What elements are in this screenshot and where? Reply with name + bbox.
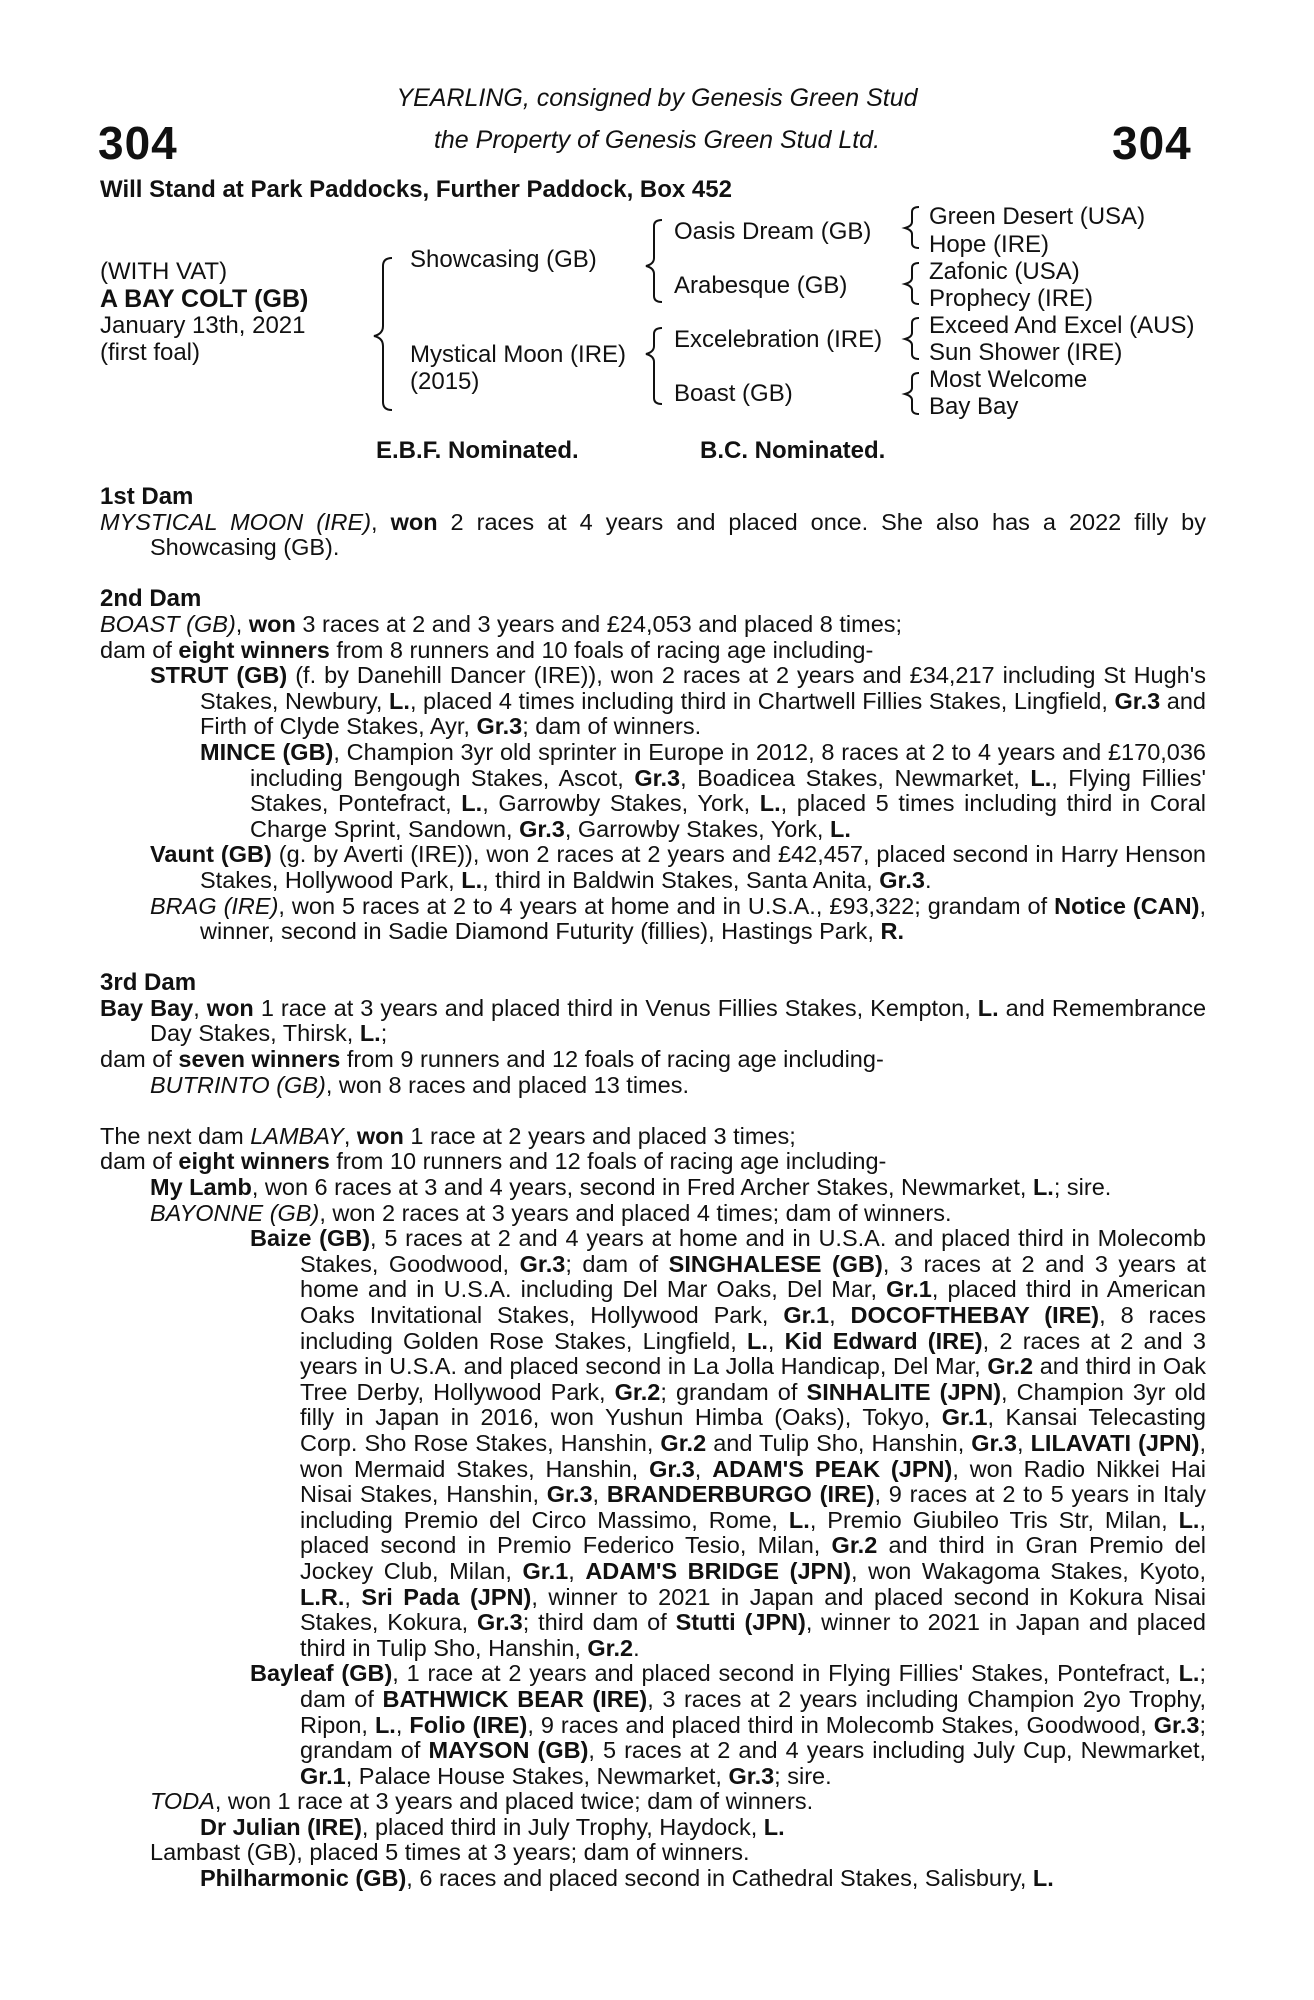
ggp-prophecy: Prophecy (IRE) (929, 285, 1094, 312)
sire-sire-name: Oasis Dream (GB) (674, 218, 872, 245)
bold-run: L. (359, 1020, 381, 1047)
section-heading-3rd-dam: 3rd Dam (100, 969, 197, 997)
text-run: 2 races at 4 years and placed once. She also has a 2022 filly by Showcasing (GB). (150, 508, 1206, 561)
bold-run: Baize (GB) (250, 1225, 371, 1252)
text-run: , 8 races including Golden Rose Stakes, Lingfield, (300, 1302, 1207, 1354)
ebf-nominated: E.B.F. Nominated. (376, 437, 579, 464)
bold-run: L. (1032, 1174, 1054, 1201)
produce-entry (100, 1840, 1206, 1866)
brace-g34 (905, 263, 919, 304)
bold-run: L. (374, 1711, 396, 1738)
bold-run: Gr.1 (941, 1404, 988, 1431)
text-run: , (592, 1481, 607, 1508)
text-run: . (633, 1634, 640, 1661)
text-run: and third in Gran Premio del Jockey Club, Milan, (300, 1532, 1206, 1584)
bold-run: Gr.3 (546, 1481, 593, 1508)
bold-run: BATHWICK BEAR (IRE) (382, 1685, 648, 1712)
text-run: ; sire. (1053, 1174, 1112, 1201)
text-run: , placed third in American Oaks Invitational Stakes, Hollywood Park, (300, 1276, 1206, 1328)
bold-run: Gr.3 (1114, 687, 1161, 714)
bold-run: SINHALITE (JPN) (806, 1378, 1002, 1405)
dam-name: Mystical Moon (IRE) (410, 341, 627, 368)
dam-dam-name: Boast (GB) (674, 380, 793, 407)
text-run: , 6 races and placed second in Cathedral Stakes, Salisbury, (406, 1865, 1033, 1892)
italic-run: BRAG (IRE) (150, 892, 279, 919)
text-run: ; (380, 1020, 388, 1047)
text-run: , Champion 3yr old sprinter in Europe in 2012, 8 races at 2 to 4 years and £170,036 including Bengough Stakes, Ascot, (250, 738, 1207, 791)
bold-run: L. (1178, 1506, 1200, 1533)
text-run: and Tulip Sho, Hanshin, (706, 1429, 972, 1456)
bold-run: eight winners (178, 636, 330, 663)
text-run: , won Mermaid Stakes, Hanshin, (300, 1429, 1206, 1482)
ggp-sun-shower: Sun Shower (IRE) (929, 339, 1123, 366)
produce-entry (100, 842, 1206, 893)
text-run: , 9 races at 2 to 5 years in Italy including Premio del Circo Massimo, Rome, (300, 1481, 1206, 1533)
text-run: , winner to 2021 in Japan and placed second in Kokura Nisai Stakes, Kokura, (300, 1583, 1206, 1636)
text-run: , Kansai Telecasting Corp. Sho Rose Stakes, Hanshin, (300, 1404, 1207, 1456)
bold-run: Philharmonic (GB) (200, 1865, 407, 1892)
ggp-exceed-and-excel: Exceed And Excel (AUS) (929, 312, 1195, 339)
bold-run: L. (759, 790, 781, 817)
bold-run: Gr.2 (987, 1353, 1034, 1380)
text-run: The next dam (100, 1122, 251, 1149)
bold-run: Dr Julian (IRE) (200, 1813, 362, 1840)
produce-entry (100, 1789, 1206, 1815)
text-run: . (924, 866, 932, 893)
text-run: and Remembrance Day Stakes, Thirsk, (150, 994, 1207, 1047)
bold-run: L. (461, 866, 483, 893)
bold-run: Sri Pada (JPN) (361, 1583, 532, 1610)
bold-run: Folio (IRE) (409, 1711, 528, 1738)
foaling-date: January 13th, 2021 (100, 312, 306, 339)
text-run: , Palace House Stakes, Newmarket, (345, 1762, 729, 1789)
horse-name: A BAY COLT (GB) (100, 285, 309, 313)
ggp-bay-bay: Bay Bay (929, 393, 1019, 420)
bold-run: eight winners (178, 1148, 330, 1175)
text-run: from 8 runners and 10 foals of racing age including- (329, 636, 874, 663)
bold-run: ADAM'S BRIDGE (JPN) (585, 1557, 852, 1584)
bold-run: Stutti (JPN) (675, 1609, 806, 1636)
dam-sire-name: Excelebration (IRE) (674, 326, 883, 353)
ggp-most-welcome: Most Welcome (929, 366, 1088, 393)
text-run: , Boadicea Stakes, Newmarket, (680, 764, 1031, 791)
bold-run: L. (830, 815, 851, 842)
brace-g78 (905, 373, 919, 414)
bold-run: L. (977, 994, 999, 1021)
text-run: ; grandam of (660, 1378, 807, 1405)
bold-run: L. (1178, 1660, 1200, 1687)
bold-run: seven winners (178, 1046, 341, 1073)
bold-run: Gr.2 (660, 1429, 707, 1456)
bold-run: Gr.3 (476, 713, 523, 740)
dam-paragraph (100, 1047, 1206, 1073)
bold-run: MAYSON (GB) (428, 1737, 589, 1764)
bold-run: MINCE (GB) (200, 738, 334, 765)
bold-run: DOCOFTHEBAY (IRE) (850, 1302, 1100, 1328)
bold-run: L. (389, 687, 410, 714)
dam-paragraph (100, 612, 1206, 638)
dam-paragraph (100, 510, 1206, 561)
text-run: , (568, 1557, 586, 1584)
text-run: from 10 runners and 12 foals of racing age including- (329, 1148, 887, 1175)
produce-entry (100, 1815, 1206, 1841)
text-run: , Flying Fillies' Stakes, Pontefract, (250, 764, 1207, 817)
bold-run: won (206, 994, 254, 1021)
vat-note: (WITH VAT) (100, 258, 228, 285)
text-run: , (235, 610, 249, 637)
dam-paragraph (100, 1124, 1206, 1150)
text-run: (f. by Danehill Dancer (IRE)), won 2 races at 2 years and £34,217 including St Hugh's Stakes, Newbury, (200, 662, 1206, 714)
produce-entry (100, 663, 1206, 740)
brace-sire (646, 220, 662, 302)
consignor-line: YEARLING, consigned by Genesis Green Stud (396, 84, 918, 112)
bold-run: STRUT (GB) (150, 662, 288, 689)
produce-entry (100, 1201, 1206, 1227)
text-run: , (344, 1583, 362, 1610)
bold-run: L. (788, 1506, 810, 1533)
text-run: , placed second in Premio Federico Tesio, Milan, (300, 1506, 1206, 1559)
text-run: , Garrowby Stakes, York, (482, 790, 760, 817)
text-run: , (767, 1327, 785, 1354)
text-run: dam of (100, 1046, 179, 1073)
bold-run: Gr.3 (519, 1250, 566, 1277)
bold-run: won (390, 508, 438, 535)
bold-run: L. (746, 1327, 768, 1354)
bold-run: Gr.2 (614, 1378, 661, 1405)
text-run: , won Radio Nikkei Hai Nisai Stakes, Hanshin, (300, 1455, 1207, 1508)
text-run: , (1017, 1429, 1031, 1456)
bold-run: R. (880, 918, 904, 945)
ggp-zafonic: Zafonic (USA) (929, 258, 1080, 285)
text-run: , Premio Giubileo Tris Str, Milan, (809, 1506, 1179, 1533)
text-run: , won 5 races at 2 to 4 years at home and in U.S.A., £93,322; grandam of (278, 892, 1055, 919)
brace-main (374, 258, 392, 410)
bold-run: LILAVATI (JPN) (1030, 1429, 1200, 1456)
bold-run: Gr.1 (300, 1762, 346, 1789)
text-run: ; dam of (300, 1660, 1206, 1712)
brace-g56 (905, 318, 919, 359)
bold-run: Gr.1 (783, 1302, 830, 1328)
bold-run: BRANDERBURGO (IRE) (606, 1481, 875, 1508)
text-run: , 3 races at 2 years including Champion 2yo Trophy, Ripon, (300, 1685, 1206, 1738)
text-run: , won 1 race at 3 years and placed twice; dam of winners. (214, 1788, 814, 1815)
italic-run: BAYONNE (GB) (150, 1199, 320, 1226)
text-run: , 9 races and placed third in Molecomb Stakes, Goodwood, (527, 1711, 1154, 1738)
bold-run: SINGHALESE (GB) (668, 1250, 883, 1277)
bold-run: won (248, 610, 296, 637)
bold-run: L. (461, 790, 483, 817)
bold-run: Gr.3 (477, 1609, 523, 1636)
text-run: , 2 races at 2 and 3 years in U.S.A. and placed second in La Jolla Handicap, Del Mar, (300, 1327, 1206, 1380)
text-run: ; grandam of (300, 1711, 1207, 1764)
text-run: from 9 runners and 12 foals of racing age including- (340, 1046, 884, 1073)
bold-run: Gr.3 (519, 815, 565, 842)
text-run: , winner to 2021 in Japan and placed third in Tulip Sho, Hanshin, (300, 1609, 1206, 1661)
text-run: , (694, 1455, 713, 1482)
text-run: ; sire. (774, 1762, 832, 1789)
text-run: 1 race at 3 years and placed third in Venus Fillies Stakes, Kempton, (253, 994, 978, 1021)
bold-run: Gr.3 (879, 866, 925, 893)
dam-year: (2015) (410, 368, 480, 395)
produce-entry (100, 1175, 1206, 1201)
bold-run: Kid Edward (IRE) (784, 1327, 983, 1354)
text-run: , placed 5 times including third in Coral Charge Sprint, Sandown, (250, 790, 1206, 842)
dam-paragraph (100, 996, 1206, 1047)
brace-g12 (905, 207, 919, 248)
text-run: , (343, 1122, 357, 1149)
bold-run: My Lamb (150, 1174, 252, 1201)
text-run: , (829, 1302, 851, 1328)
bold-run: Bay Bay (100, 994, 194, 1021)
sire-name: Showcasing (GB) (410, 246, 597, 273)
brace-dam (646, 328, 662, 404)
text-run: 3 races at 2 and 3 years and £24,053 and placed 8 times; (295, 610, 903, 637)
produce-entry (100, 1661, 1206, 1789)
produce-entry (100, 1073, 1206, 1099)
bc-nominated: B.C. Nominated. (700, 437, 886, 464)
bold-run: Vaunt (GB) (150, 841, 272, 868)
bold-run: Notice (CAN) (1054, 892, 1200, 919)
property-line: the Property of Genesis Green Stud Ltd. (433, 126, 881, 154)
text-run: , 3 races at 2 and 3 years at home and in U.S.A. including Del Mar Oaks, Del Mar, (300, 1250, 1206, 1303)
text-run: , won 6 races at 3 and 4 years, second in Fred Archer Stakes, Newmarket, (251, 1174, 1033, 1201)
bold-run: Gr.1 (522, 1557, 569, 1584)
text-run: , (371, 508, 391, 535)
bold-run: Gr.3 (1153, 1711, 1200, 1738)
text-run: and Firth of Clyde Stakes, Ayr, (200, 687, 1206, 740)
bold-run: L.R. (300, 1583, 345, 1610)
bold-run: Bayleaf (GB) (250, 1660, 393, 1687)
text-run: dam of (100, 636, 179, 663)
dam-paragraph (100, 1149, 1206, 1175)
text-run: , won Wakagoma Stakes, Kyoto, (851, 1557, 1207, 1584)
dam-line-text (100, 484, 1206, 1892)
text-run: 1 race at 2 years and placed 3 times; (403, 1122, 796, 1149)
ggp-green-desert: Green Desert (USA) (929, 203, 1146, 230)
text-run: , (193, 994, 207, 1021)
stand-location: Will Stand at Park Paddocks, Further Paddock, Box 452 (100, 176, 732, 203)
text-run: , winner, second in Sadie Diamond Futurity (fillies), Hastings Park, (200, 892, 1206, 945)
bold-run: Gr.3 (649, 1455, 695, 1482)
produce-entry (100, 1866, 1206, 1892)
text-run: , placed third in July Trophy, Haydock, (361, 1813, 764, 1840)
text-run: , 5 races at 2 and 4 years at home and in U.S.A. and placed third in Molecomb Stakes, Goodwood, (300, 1225, 1206, 1277)
lot-number-left: 304 (98, 117, 178, 169)
italic-run: TODA (150, 1788, 215, 1815)
text-run: , Garrowby Stakes, York, (564, 815, 830, 842)
section-heading-1st-dam: 1st Dam (100, 483, 194, 510)
bold-run: L. (1030, 764, 1052, 791)
text-run: and third in Oak Tree Derby, Hollywood Park, (300, 1353, 1206, 1405)
italic-run: BUTRINTO (GB) (150, 1071, 326, 1098)
bold-run: L. (1032, 1865, 1054, 1892)
section-heading-2nd-dam: 2nd Dam (100, 585, 202, 613)
text-run: ; dam of (565, 1250, 669, 1277)
bold-run: Gr.1 (886, 1276, 932, 1303)
sire-dam-name: Arabesque (GB) (674, 272, 848, 299)
text-run: (g. by Averti (IRE)), won 2 races at 2 years and £42,457, placed second in Harry Henson Stakes, Hollywood Park, (200, 841, 1206, 893)
text-run: dam of (100, 1148, 179, 1175)
text-run: , won 2 races at 3 years and placed 4 times; dam of winners. (319, 1199, 952, 1226)
ggp-hope: Hope (IRE) (929, 231, 1050, 258)
text-run: , (395, 1711, 410, 1738)
produce-entry (100, 894, 1206, 945)
text-run: , 1 race at 2 years and placed second in Flying Fillies' Stakes, Pontefract, (392, 1660, 1179, 1687)
produce-entry (100, 740, 1206, 842)
bold-run: Gr.3 (971, 1429, 1017, 1456)
italic-run: LAMBAY (250, 1122, 344, 1149)
bold-run: L. (763, 1813, 785, 1840)
italic-run: MYSTICAL MOON (IRE) (100, 508, 372, 535)
bold-run: Gr.3 (728, 1762, 775, 1789)
bold-run: Gr.2 (831, 1532, 878, 1559)
text-run: , Champion 3yr old filly in Japan in 2016, won Yushun Himba (Oaks), Tokyo, (300, 1378, 1206, 1431)
produce-entry (100, 1226, 1206, 1661)
text-run: , won 8 races and placed 13 times. (325, 1071, 689, 1098)
text-run: ; third dam of (522, 1609, 676, 1636)
text-run: Lambast (GB), placed 5 times at 3 years; dam of winners. (150, 1839, 750, 1866)
text-run: , placed 4 times including third in Chartwell Fillies Stakes, Lingfield, (409, 687, 1115, 714)
bold-run: won (356, 1122, 404, 1149)
bold-run: Gr.2 (587, 1634, 634, 1661)
bold-run: ADAM'S PEAK (JPN) (712, 1455, 953, 1482)
foal-note: (first foal) (100, 339, 201, 366)
lot-number-right: 304 (1112, 117, 1192, 169)
text-run: ; dam of winners. (522, 713, 702, 740)
italic-run: BOAST (GB) (100, 610, 236, 637)
dam-paragraph (100, 638, 1206, 664)
text-run: , third in Baldwin Stakes, Santa Anita, (482, 866, 880, 893)
text-run: , 5 races at 2 and 4 years including July Cup, Newmarket, (588, 1737, 1206, 1764)
bold-run: Gr.3 (634, 764, 681, 791)
